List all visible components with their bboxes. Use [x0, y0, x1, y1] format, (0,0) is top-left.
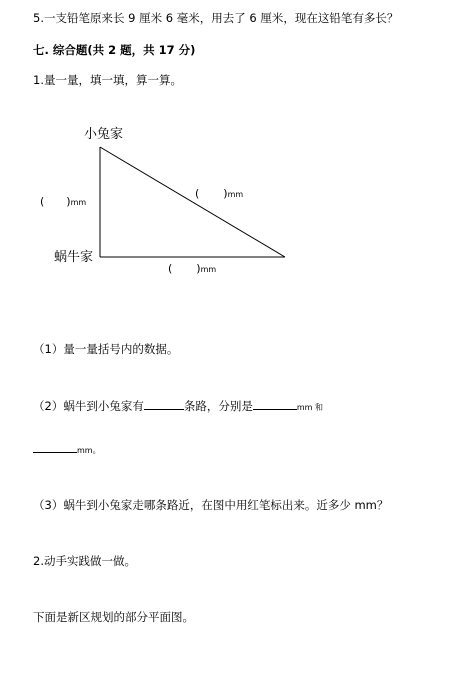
hypotenuse-side	[100, 147, 285, 257]
sub-question-2-part-b: 条路，分别是	[183, 399, 253, 413]
question-1-title: 1.量一量，填一填，算一算。	[33, 73, 182, 87]
sub-question-2-part-a: （2）蜗牛到小兔家有	[33, 399, 144, 413]
unit-mm: mm	[200, 265, 217, 274]
sub-question-3: （3）蜗牛到小兔家走哪条路近，在图中用红笔标出来。近多少 mm？	[33, 498, 389, 512]
sub-question-2-part-c: mm 和	[296, 403, 323, 412]
sub-question-2-part-d: mm。	[77, 446, 101, 455]
paren-open: (	[168, 262, 173, 275]
paren-close: )	[196, 262, 201, 275]
snail-home-label: 蜗牛家	[54, 250, 94, 265]
sub-question-1: （1）量一量括号内的数据。	[33, 342, 179, 356]
unit-mm: mm	[227, 190, 244, 199]
question-2-intro: 下面是新区规划的部分平面图。	[33, 610, 194, 624]
section-heading: 七. 综合题(共 2 题，共 17 分)	[33, 43, 196, 57]
sub-question-2	[33, 398, 323, 416]
sub-question-2-continued	[33, 441, 101, 459]
paren-open: (	[40, 195, 45, 208]
question-5: 5.一支铅笔原来长 9 厘米 6 毫米，用去了 6 厘米，现在这铅笔有多长？	[33, 11, 399, 25]
rabbit-home-label: 小兔家	[84, 127, 124, 142]
question-2-title: 2.动手实践做一做。	[33, 554, 136, 568]
vertical-measure-blank	[40, 195, 86, 210]
unit-mm: mm	[70, 198, 87, 207]
horizontal-measure-blank	[168, 262, 216, 277]
paren-close: )	[66, 195, 71, 208]
paths-count-blank[interactable]	[144, 398, 184, 410]
paren-close: )	[223, 187, 228, 200]
hypotenuse-measure-blank	[195, 187, 243, 202]
first-length-blank[interactable]	[253, 398, 297, 410]
paren-open: (	[195, 187, 200, 200]
second-length-blank[interactable]	[33, 441, 77, 453]
